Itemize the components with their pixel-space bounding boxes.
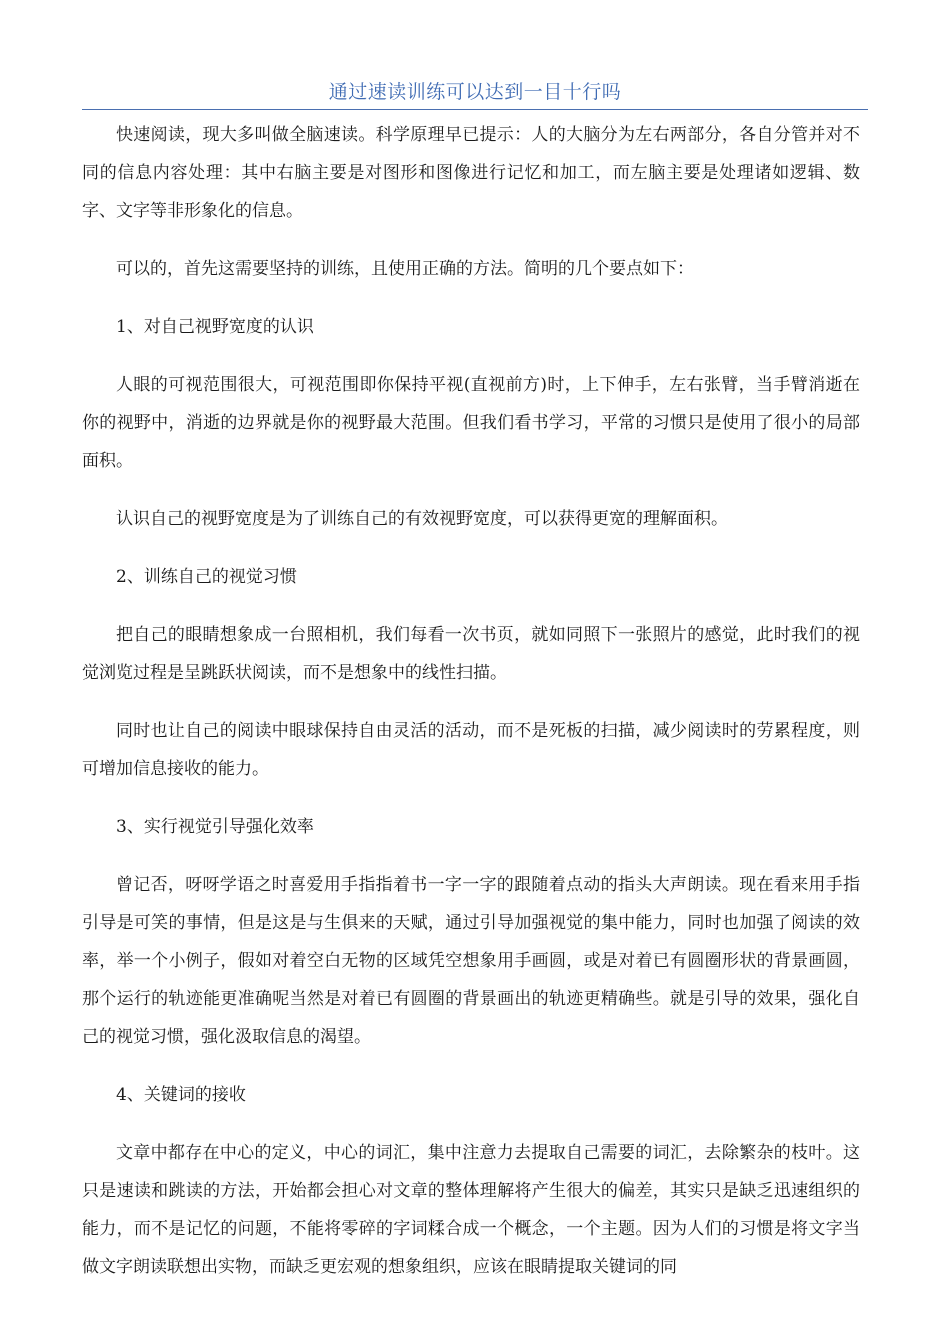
section-heading-2: 2、训练自己的视觉习惯: [116, 567, 297, 587]
section-heading-4: 4、关键词的接收: [116, 1085, 246, 1105]
paragraph-visual-width: 认识自己的视野宽度是为了训练自己的有效视野宽度，可以获得更宽的理解面积。: [116, 509, 728, 529]
paragraph-visual-range: 人眼的可视范围很大，可视范围即你保持平视(直视前方)时，上下伸手，左右张臂，当手臂消逝在你的视野中，消逝的边界就是你的视野最大范围。但我们看书学习，平常的习惯只是使用了很小的局部面积。: [82, 375, 860, 471]
paragraph-answer: 可以的，首先这需要坚持的训练，且使用正确的方法。简明的几个要点如下：: [116, 259, 694, 279]
section-heading-1: 1、对自己视野宽度的认识: [116, 317, 314, 337]
document-body: [82, 116, 860, 1306]
paragraph-camera: 把自己的眼睛想象成一台照相机，我们每看一次书页，就如同照下一张照片的感觉，此时我们的视觉浏览过程是呈跳跃状阅读，而不是想象中的线性扫描。: [82, 625, 860, 683]
paragraph-keywords: 文章中都存在中心的定义，中心的词汇，集中注意力去提取自己需要的词汇，去除繁杂的枝叶。这只是速读和跳读的方法，开始都会担心对文章的整体理解将产生很大的偏差，其实只是缺乏迅速组织的能力，而不是记忆的问题，不能将零碎的字词糅合成一个概念，一个主题。因为人们的习惯是将文字当做文字朗读联想出实物，而缺乏更宏观的想象组织，应该在眼睛提取关键词的同: [82, 1143, 860, 1277]
paragraph-eye-movement: 同时也让自己的阅读中眼球保持自由灵活的活动，而不是死板的扫描，减少阅读时的劳累程度，则可增加信息接收的能力。: [82, 721, 860, 779]
paragraph-intro: 快速阅读，现大多叫做全脑速读。科学原理早已提示：人的大脑分为左右两部分，各自分管并对不同的信息内容处理：其中右脑主要是对图形和图像进行记忆和加工，而左脑主要是处理诸如逻辑、数字、文字等非形象化的信息。: [82, 125, 860, 221]
section-heading-3: 3、实行视觉引导强化效率: [116, 817, 314, 837]
document-header: [82, 76, 868, 110]
paragraph-finger-guide: 曾记否，呀呀学语之时喜爱用手指指着书一字一字的跟随着点动的指头大声朗读。现在看来用手指引导是可笑的事情，但是这是与生俱来的天赋，通过引导加强视觉的集中能力，同时也加强了阅读的效率，举一个小例子，假如对着空白无物的区域凭空想象用手画圆，或是对着已有圆圈形状的背景画圆，那个运行的轨迹能更准确呢当然是对着已有圆圈的背景画出的轨迹更精确些。就是引导的效果，强化自己的视觉习惯，强化汲取信息的渴望。: [82, 875, 860, 1047]
document-title: 通过速读训练可以达到一目十行吗: [328, 81, 622, 103]
